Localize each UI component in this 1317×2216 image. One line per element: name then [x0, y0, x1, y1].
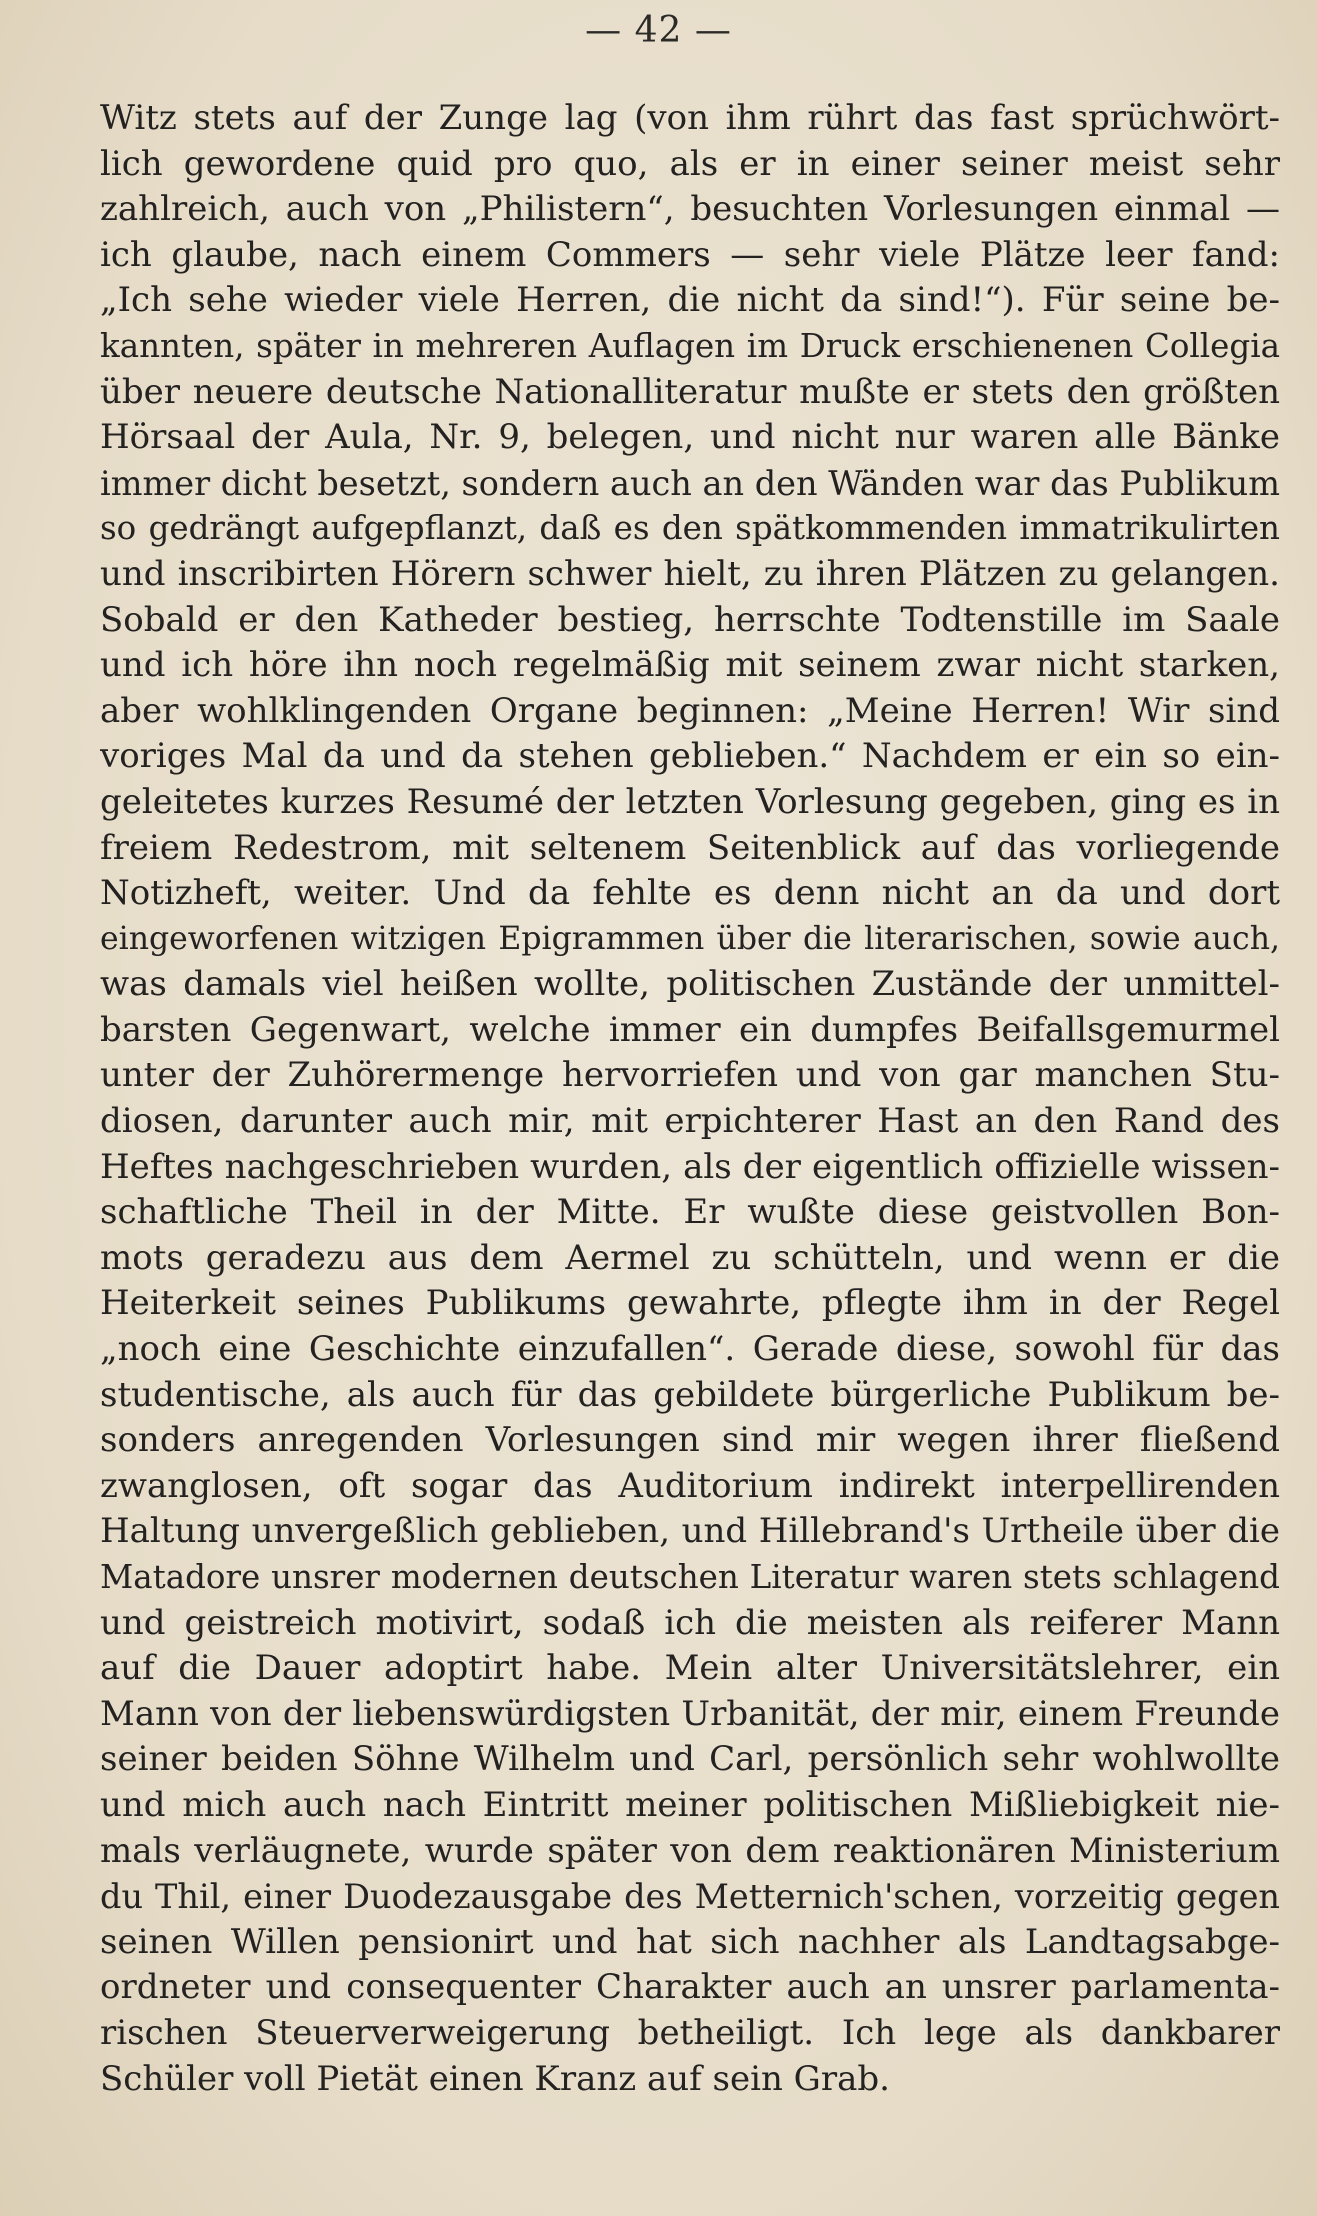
- text-line: mots geradezu aus dem Aermel zu schütteln, und wenn er die: [100, 1237, 1280, 1278]
- text-line: „Ich sehe wieder viele Herren, die nicht da sind!“). Für seine be-: [100, 280, 1280, 321]
- body-text: [100, 96, 1280, 2102]
- text-line: ich glaube, nach einem Commers — sehr viele Plätze leer fand:: [100, 234, 1280, 275]
- text-line: Hörsaal der Aula, Nr. 9, belegen, und nicht nur waren alle Bänke: [100, 417, 1280, 458]
- text-line: geleitetes kurzes Resumé der letzten Vorlesung gegeben, ging es in: [100, 781, 1280, 822]
- text-line: Matadore unsrer modernen deutschen Literatur waren stets schlagend: [100, 1558, 1280, 1596]
- text-line: was damals viel heißen wollte, politischen Zustände der unmittel-: [100, 964, 1280, 1005]
- text-line: Witz stets auf der Zunge lag (von ihm rührt das fast sprüchwört-: [100, 98, 1280, 138]
- text-line: über neuere deutsche Nationalliteratur mußte er stets den größten: [100, 371, 1280, 412]
- text-line: du Thil, einer Duodezausgabe des Metternich'schen, vorzeitig gegen: [100, 1877, 1280, 1917]
- text-line: und geistreich motivirt, sodaß ich die meisten als reiferer Mann: [100, 1602, 1280, 1643]
- text-line: seiner beiden Söhne Wilhelm und Carl, persönlich sehr wohlwollte: [100, 1739, 1280, 1780]
- text-line: Schüler voll Pietät einen Kranz auf sein Grab.: [100, 2058, 890, 2099]
- text-line: aber wohlklingenden Organe beginnen: „Meine Herren! Wir sind: [100, 690, 1280, 731]
- text-line: „noch eine Geschichte einzufallen“. Gerade diese, sowohl für das: [100, 1329, 1280, 1370]
- text-line: Haltung unvergeßlich geblieben, und Hillebrand's Urtheile über die: [100, 1511, 1280, 1552]
- text-line: mals verläugnete, wurde später von dem reaktionären Ministerium: [100, 1830, 1280, 1871]
- text-line: und ich höre ihn noch regelmäßig mit seinem zwar nicht starken,: [100, 645, 1280, 686]
- text-line: voriges Mal da und da stehen geblieben.“ Nachdem er ein so ein-: [100, 736, 1280, 777]
- text-line: auf die Dauer adoptirt habe. Mein alter Universitätslehrer, ein: [100, 1648, 1280, 1689]
- text-line: so gedrängt aufgepflanzt, daß es den spätkommenden immatrikulirten: [100, 509, 1280, 548]
- text-line: und mich auch nach Eintritt meiner politischen Mißliebigkeit nie-: [100, 1784, 1280, 1825]
- text-line: zahlreich, auch von „Philistern“, besuchten Vorlesungen einmal —: [100, 189, 1280, 230]
- text-line: studentische, als auch für das gebildete bürgerliche Publikum be-: [100, 1374, 1280, 1415]
- text-line: lich gewordene quid pro quo, als er in einer seiner meist sehr: [100, 143, 1280, 184]
- text-line: ordneter und consequenter Charakter auch an unsrer parlamenta-: [100, 1967, 1280, 2008]
- page-number: — 42 —: [585, 10, 732, 51]
- text-line: Heiterkeit seines Publikums gewahrte, pflegte ihm in der Regel: [100, 1283, 1280, 1324]
- text-line: diosen, darunter auch mir, mit erpichterer Hast an den Rand des: [100, 1101, 1280, 1142]
- text-line: sonders anregenden Vorlesungen sind mir wegen ihrer fließend: [100, 1420, 1280, 1461]
- text-line: barsten Gegenwart, welche immer ein dumpfes Beifallsgemurmel: [100, 1009, 1280, 1050]
- text-line: zwanglosen, oft sogar das Auditorium indirekt interpellirenden: [100, 1465, 1280, 1506]
- text-line: schaftliche Theil in der Mitte. Er wußte diese geistvollen Bon-: [100, 1192, 1280, 1233]
- text-line: unter der Zuhörermenge hervorriefen und von gar manchen Stu-: [100, 1055, 1280, 1096]
- text-line: Notizheft, weiter. Und da fehlte es denn nicht an da und dort: [100, 873, 1280, 914]
- text-line: rischen Steuerverweigerung betheiligt. Ich lege als dankbarer: [100, 2012, 1280, 2053]
- text-line: kannten, später in mehreren Auflagen im Druck erschienenen Collegia: [100, 326, 1280, 365]
- text-line: Heftes nachgeschrieben wurden, als der eigentlich offizielle wissen-: [100, 1146, 1280, 1187]
- text-line: und inscribirten Hörern schwer hielt, zu ihren Plätzen zu gelangen.: [100, 553, 1280, 594]
- text-line: Mann von der liebenswürdigsten Urbanität, der mir, einem Freunde: [100, 1693, 1280, 1734]
- text-line: seinen Willen pensionirt und hat sich nachher als Landtagsabge-: [100, 1921, 1280, 1962]
- text-line: eingeworfenen witzigen Epigrammen über die literarischen, sowie auch,: [100, 920, 1280, 957]
- text-line: immer dicht besetzt, sondern auch an den Wänden war das Publikum: [100, 463, 1280, 503]
- text-line: freiem Redestrom, mit seltenem Seitenblick auf das vorliegende: [100, 827, 1280, 868]
- text-line: Sobald er den Katheder bestieg, herrschte Todtenstille im Saale: [100, 599, 1280, 640]
